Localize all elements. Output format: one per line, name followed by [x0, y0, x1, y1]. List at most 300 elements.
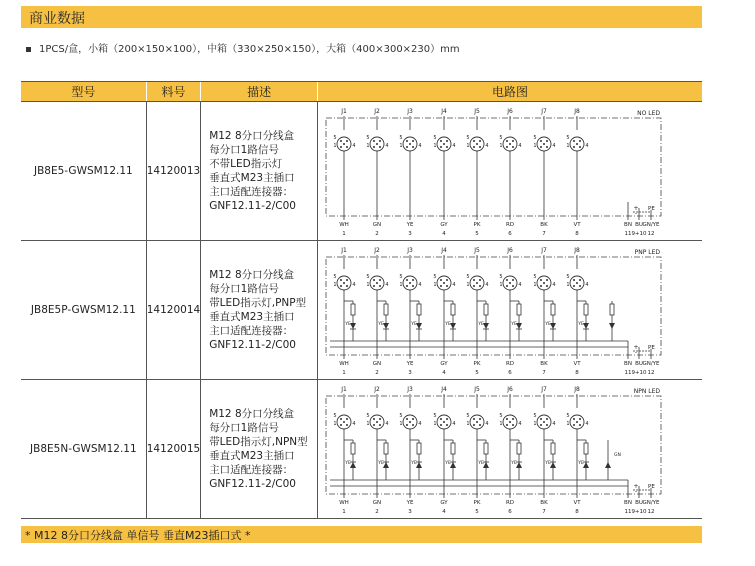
- desc-line: 垂直式M23主插口: [209, 172, 295, 184]
- pin-number: 4: [352, 143, 356, 149]
- connector-pin: [576, 421, 578, 423]
- circuit-diagram-cell: [317, 241, 702, 380]
- pin-number: 5: [533, 274, 537, 280]
- port-label: J2: [374, 247, 380, 254]
- wire-number-label: 6: [508, 231, 512, 237]
- pin-number: 5: [466, 274, 470, 280]
- resistor-icon: [351, 443, 355, 454]
- pin-number: 1: [333, 143, 337, 149]
- connector-pin: [376, 421, 378, 423]
- pin-number: 4: [585, 282, 589, 288]
- connector-pin: [540, 279, 542, 281]
- connector-pin: [579, 140, 581, 142]
- desc-line: 带LED指示灯,NPN型: [209, 436, 308, 448]
- port-label: J5: [474, 386, 480, 393]
- connector-pin: [412, 424, 414, 426]
- connector-pin: [476, 282, 478, 284]
- connector-pin: [573, 424, 575, 426]
- connector-pin: [346, 146, 348, 148]
- wire-color-label: GY: [440, 361, 448, 367]
- tail-color-label: GN/YE: [642, 222, 660, 228]
- pin-number: 5: [499, 413, 503, 419]
- pin-number: 4: [552, 282, 556, 288]
- port-label: J2: [374, 108, 380, 115]
- product-table: [21, 81, 702, 519]
- connector-pin: [412, 418, 414, 420]
- led-type-label: NO LED: [637, 110, 660, 117]
- minus-sign: -: [634, 210, 638, 217]
- wire-color-label: PK: [473, 222, 481, 228]
- connector-pin: [573, 285, 575, 287]
- description-cell: [201, 380, 318, 519]
- led-color-label: YE: [378, 461, 384, 466]
- connector-pin: [506, 146, 508, 148]
- model-cell: JB8E5-GWSM12.11: [21, 102, 146, 241]
- circuit-diagram: [318, 380, 702, 518]
- led-color-label: YE: [578, 322, 584, 327]
- led-color-label: YE: [345, 322, 351, 327]
- footer-text: * M12 8分口分线盒 单信号 垂直M23插口式 *: [25, 529, 251, 542]
- connector-pin: [576, 282, 578, 284]
- header-circuit: 电路图: [317, 82, 702, 102]
- pin-number: 4: [452, 282, 456, 288]
- wire-number-label: 6: [508, 509, 512, 515]
- pin-number: 1: [466, 421, 470, 427]
- resistor-icon: [551, 304, 555, 315]
- pe-label: PE: [647, 206, 655, 212]
- led-color-label: YE: [411, 322, 417, 327]
- connector-pin: [379, 146, 381, 148]
- connector-pin: [540, 424, 542, 426]
- pin-number: 5: [333, 413, 337, 419]
- desc-line: GNF12.11-2/C00: [209, 200, 296, 212]
- pin-number: 1: [366, 421, 370, 427]
- desc-line: 垂直式M23主插口: [209, 450, 295, 462]
- pin-number: 5: [566, 413, 570, 419]
- table-row: [21, 380, 702, 519]
- wire-color-label: BK: [540, 222, 548, 228]
- led-type-label: NPN LED: [633, 388, 660, 395]
- connector-pin: [579, 285, 581, 287]
- led-type-label: PNP LED: [634, 249, 660, 256]
- connector-pin: [406, 285, 408, 287]
- led-color-label: YE: [378, 322, 384, 327]
- pin-number: 1: [533, 143, 537, 149]
- connector-pin: [543, 421, 545, 423]
- port-label: J5: [474, 108, 480, 115]
- wire-number-label: 6: [508, 370, 512, 376]
- pin-number: 4: [518, 421, 522, 427]
- led-diode-icon: [416, 462, 422, 468]
- wire-color-label: RD: [505, 500, 515, 506]
- wire-color-label: BK: [540, 361, 548, 367]
- pin-number: 1: [433, 282, 437, 288]
- tail-color-label: BN: [624, 361, 632, 367]
- pin-number: 4: [485, 282, 489, 288]
- description-cell: [201, 241, 318, 380]
- connector-pin: [443, 421, 445, 423]
- port-label: J7: [541, 108, 547, 115]
- plus-sign: +: [633, 205, 639, 212]
- tail-number-label: 12: [647, 231, 655, 237]
- wire-number-label: 2: [375, 370, 379, 376]
- connector-pin: [512, 279, 514, 281]
- port-label: J7: [541, 386, 547, 393]
- connector-pin: [479, 424, 481, 426]
- connector-pin: [509, 143, 511, 145]
- wire-number-label: 4: [442, 370, 446, 376]
- wire-number-label: 7: [542, 370, 546, 376]
- connector-pin: [373, 424, 375, 426]
- resistor-icon: [417, 443, 421, 454]
- wire-number-label: 8: [575, 509, 579, 515]
- desc-line: M12 8分口分线盒: [209, 269, 295, 281]
- connector-pin: [409, 282, 411, 284]
- wire-color-label: YE: [406, 222, 414, 228]
- led-diode-icon: [583, 462, 589, 468]
- pin-number: 4: [385, 143, 389, 149]
- model-cell: JB8E5N-GWSM12.11: [21, 380, 146, 519]
- connector-pin: [579, 418, 581, 420]
- wire-color-label: VT: [573, 500, 581, 506]
- port-label: J8: [574, 386, 580, 393]
- led-diode-icon: [383, 323, 389, 329]
- wire-color-label: GN: [372, 500, 382, 506]
- wire-number-label: 3: [408, 370, 412, 376]
- pin-number: 1: [499, 143, 503, 149]
- connector-pin: [446, 418, 448, 420]
- connector-pin: [406, 140, 408, 142]
- port-label: J1: [341, 247, 347, 254]
- connector-pin: [379, 424, 381, 426]
- connector-pin: [406, 279, 408, 281]
- code-cell: 14120015: [146, 380, 200, 519]
- port-label: J8: [574, 247, 580, 254]
- led-color-label: YE: [545, 322, 551, 327]
- pin-number: 5: [566, 274, 570, 280]
- connector-pin: [343, 143, 345, 145]
- connector-pin: [512, 418, 514, 420]
- wire-color-label: WH: [339, 222, 349, 228]
- section-title: 商业数据: [29, 11, 85, 27]
- connector-pin: [506, 279, 508, 281]
- circuit-diagram-cell: [317, 380, 702, 519]
- pin-number: 1: [333, 282, 337, 288]
- connector-pin: [443, 282, 445, 284]
- pin-number: 4: [418, 421, 422, 427]
- pin-number: 5: [366, 135, 370, 141]
- connector-pin: [340, 140, 342, 142]
- connector-pin: [343, 282, 345, 284]
- desc-line: M12 8分口分线盒: [209, 408, 295, 420]
- header-description: 描述: [201, 82, 318, 102]
- connector-pin: [446, 424, 448, 426]
- pin-number: 1: [399, 282, 403, 288]
- led-diode-icon: [483, 462, 489, 468]
- pin-number: 4: [552, 421, 556, 427]
- port-label: J7: [541, 247, 547, 254]
- connector-pin: [540, 146, 542, 148]
- port-label: J5: [474, 247, 480, 254]
- section-header: [21, 6, 702, 28]
- port-label: J1: [341, 386, 347, 393]
- resistor-icon: [417, 304, 421, 315]
- led-diode-icon: [550, 462, 556, 468]
- pin-number: 1: [533, 282, 537, 288]
- wire-number-label: 5: [475, 231, 479, 237]
- connector-pin: [546, 146, 548, 148]
- pin-number: 4: [485, 143, 489, 149]
- tail-number-label: 11: [624, 370, 632, 376]
- connector-pin: [340, 146, 342, 148]
- led-color-label: YE: [545, 461, 551, 466]
- led-color-label: YE: [511, 322, 517, 327]
- wire-number-label: 2: [375, 509, 379, 515]
- wire-number-label: 5: [475, 509, 479, 515]
- wire-color-label: WH: [339, 500, 349, 506]
- led-diode-icon: [516, 462, 522, 468]
- pin-number: 5: [466, 413, 470, 419]
- connector-pin: [473, 279, 475, 281]
- pin-number: 5: [566, 135, 570, 141]
- connector-pin: [546, 424, 548, 426]
- port-label: J2: [374, 386, 380, 393]
- pin-number: 4: [352, 282, 356, 288]
- tail-number-label: 12: [647, 509, 655, 515]
- connector-pin: [409, 421, 411, 423]
- resistor-icon: [584, 443, 588, 454]
- led-color-label: YE: [478, 322, 484, 327]
- connector-pin: [406, 418, 408, 420]
- pin-number: 5: [399, 274, 403, 280]
- code-cell: 14120014: [146, 241, 200, 380]
- wire-color-label: GY: [440, 500, 448, 506]
- connector-pin: [446, 279, 448, 281]
- tail-color-label: BU: [635, 222, 643, 228]
- connector-pin: [409, 143, 411, 145]
- connector-pin: [340, 424, 342, 426]
- pin-number: 5: [333, 135, 337, 141]
- connector-pin: [346, 140, 348, 142]
- led-color-label: YE: [411, 461, 417, 466]
- led-color-label: YE: [478, 461, 484, 466]
- pin-number: 5: [399, 135, 403, 141]
- packaging-text: 1PCS/盒，小箱（200×150×100），中箱（330×250×150），大箱（400×300×230）mm: [39, 44, 460, 55]
- resistor-icon: [384, 304, 388, 315]
- led-diode-icon: [609, 323, 615, 329]
- wire-color-label: YE: [406, 500, 414, 506]
- connector-pin: [579, 279, 581, 281]
- enclosure-frame: [326, 396, 661, 494]
- enclosure-frame: [326, 118, 661, 216]
- connector-pin: [343, 421, 345, 423]
- tail-color-label: BN: [624, 222, 632, 228]
- desc-line: 垂直式M23主插口: [209, 311, 295, 323]
- port-label: J1: [341, 108, 347, 115]
- connector-pin: [440, 424, 442, 426]
- pin-number: 1: [399, 421, 403, 427]
- wire-color-label: YE: [406, 361, 414, 367]
- circuit-diagram: [318, 241, 702, 379]
- pin-number: 1: [566, 282, 570, 288]
- desc-line: GNF12.11-2/C00: [209, 478, 296, 490]
- pin-number: 1: [399, 143, 403, 149]
- led-diode-icon: [583, 323, 589, 329]
- model-cell: JB8E5P-GWSM12.11: [21, 241, 146, 380]
- connector-pin: [446, 140, 448, 142]
- led-color-label: YE: [511, 461, 517, 466]
- port-label: J8: [574, 108, 580, 115]
- pin-number: 4: [418, 282, 422, 288]
- tail-number-label: 12: [647, 370, 655, 376]
- connector-pin: [406, 146, 408, 148]
- resistor-icon: [584, 304, 588, 315]
- connector-pin: [543, 143, 545, 145]
- wire-color-label: RD: [505, 361, 515, 367]
- connector-pin: [373, 279, 375, 281]
- tail-color-label: BN: [624, 500, 632, 506]
- led-diode-icon: [350, 462, 356, 468]
- bullet-icon: [26, 47, 31, 52]
- resistor-icon: [351, 304, 355, 315]
- connector-pin: [379, 418, 381, 420]
- desc-line: 不带LED指示灯: [209, 158, 283, 170]
- port-label: J4: [441, 386, 447, 393]
- circuit-diagram: [318, 102, 702, 240]
- header-code: 料号: [146, 82, 200, 102]
- connector-pin: [412, 140, 414, 142]
- wire-color-label: WH: [339, 361, 349, 367]
- port-label: J3: [407, 247, 413, 254]
- connector-pin: [373, 146, 375, 148]
- connector-pin: [440, 140, 442, 142]
- pin-number: 5: [333, 274, 337, 280]
- desc-line: 每分口1路信号: [209, 422, 279, 434]
- wire-color-label: PK: [473, 361, 481, 367]
- packaging-info: [26, 40, 460, 55]
- pin-number: 4: [452, 143, 456, 149]
- connector-pin: [440, 279, 442, 281]
- connector-pin: [509, 282, 511, 284]
- pin-number: 5: [433, 135, 437, 141]
- circuit-diagram-cell: [317, 102, 702, 241]
- connector-pin: [473, 418, 475, 420]
- connector-pin: [576, 143, 578, 145]
- desc-line: 主口适配连接器：: [209, 325, 294, 337]
- wire-color-label: RD: [505, 222, 515, 228]
- tail-number-label: 9+10: [631, 509, 647, 515]
- table-row: [21, 102, 702, 241]
- resistor-icon: [517, 304, 521, 315]
- led-diode-icon: [450, 323, 456, 329]
- description-cell: [201, 102, 318, 241]
- led-diode-icon: [550, 323, 556, 329]
- tail-number-label: 9+10: [631, 370, 647, 376]
- connector-pin: [346, 279, 348, 281]
- port-label: J6: [507, 386, 513, 393]
- connector-pin: [440, 285, 442, 287]
- connector-pin: [379, 285, 381, 287]
- pin-number: 4: [518, 143, 522, 149]
- resistor-icon: [451, 304, 455, 315]
- led-diode-icon: [605, 462, 611, 468]
- connector-pin: [379, 140, 381, 142]
- pin-number: 5: [466, 135, 470, 141]
- connector-pin: [506, 418, 508, 420]
- pin-number: 5: [433, 274, 437, 280]
- connector-pin: [412, 285, 414, 287]
- pin-number: 1: [499, 282, 503, 288]
- wire-color-label: BK: [540, 500, 548, 506]
- code-cell: 14120013: [146, 102, 200, 241]
- connector-pin: [506, 140, 508, 142]
- desc-line: 主口适配连接器：: [209, 464, 294, 476]
- footer-bar: [21, 526, 702, 543]
- led-diode-icon: [483, 323, 489, 329]
- connector-pin: [540, 140, 542, 142]
- wire-number-label: 3: [408, 509, 412, 515]
- led-color-label: YE: [445, 322, 451, 327]
- wire-color-label: GN: [372, 222, 382, 228]
- wire-color-label: PK: [473, 500, 481, 506]
- minus-sign: -: [634, 349, 638, 356]
- pin-number: 4: [385, 282, 389, 288]
- connector-pin: [340, 285, 342, 287]
- connector-pin: [546, 140, 548, 142]
- connector-pin: [379, 279, 381, 281]
- port-label: J3: [407, 386, 413, 393]
- connector-pin: [473, 424, 475, 426]
- led-color-label: YE: [445, 461, 451, 466]
- pin-number: 1: [366, 282, 370, 288]
- plus-sign: +: [633, 483, 639, 490]
- connector-pin: [512, 285, 514, 287]
- connector-pin: [506, 285, 508, 287]
- pin-number: 5: [499, 274, 503, 280]
- connector-pin: [546, 418, 548, 420]
- tail-number-label: 11: [624, 231, 632, 237]
- wire-number-label: 1: [342, 509, 346, 515]
- pin-number: 4: [452, 421, 456, 427]
- pin-number: 1: [566, 421, 570, 427]
- connector-pin: [412, 279, 414, 281]
- tail-color-label: BU: [635, 361, 643, 367]
- table-header-row: [21, 82, 702, 102]
- led-diode-icon: [450, 462, 456, 468]
- resistor-icon: [551, 443, 555, 454]
- wire-number-label: 4: [442, 231, 446, 237]
- pin-number: 5: [366, 413, 370, 419]
- connector-pin: [579, 146, 581, 148]
- pe-label: PE: [647, 345, 655, 351]
- led-diode-icon: [383, 462, 389, 468]
- desc-line: 带LED指示灯,PNP型: [209, 297, 307, 309]
- resistor-icon: [384, 443, 388, 454]
- wire-number-label: 2: [375, 231, 379, 237]
- connector-pin: [373, 140, 375, 142]
- pin-number: 1: [466, 143, 470, 149]
- connector-pin: [443, 143, 445, 145]
- connector-pin: [473, 146, 475, 148]
- led-diode-icon: [350, 323, 356, 329]
- connector-pin: [540, 285, 542, 287]
- wire-color-label: VT: [573, 361, 581, 367]
- connector-pin: [540, 418, 542, 420]
- resistor-icon: [484, 304, 488, 315]
- connector-pin: [509, 421, 511, 423]
- connector-pin: [412, 146, 414, 148]
- pin-number: 1: [499, 421, 503, 427]
